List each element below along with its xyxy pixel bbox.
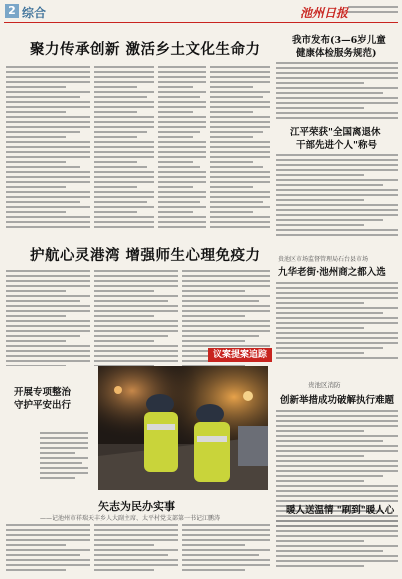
article-teacher-body xyxy=(6,524,90,574)
kicker-elderly: 贵池区市场监督管理局石台县市场 xyxy=(278,256,369,263)
headline-policing: 创新举措成功破解执行难题 xyxy=(280,395,395,406)
article-teacher-body-col2 xyxy=(94,524,178,574)
headline-teacher: 矢志为民办实事 xyxy=(98,500,175,513)
masthead-rule xyxy=(4,22,398,23)
headline-immunity: 护航心灵港湾 增强师生心理免疫力 xyxy=(30,247,261,264)
article-culture-body-col4 xyxy=(210,66,270,232)
article-immunity-body xyxy=(6,270,90,366)
headline-rectify-1: 开展专项整治 xyxy=(14,387,72,398)
paper-name: 池州日报 xyxy=(300,6,349,20)
article-guide-body xyxy=(276,62,398,120)
headline-elderly: 九华老街·池州商之都入选 xyxy=(278,267,386,278)
article-elderly-body xyxy=(276,282,398,362)
kicker-policing: 贵池区消防 xyxy=(308,381,341,389)
masthead-info xyxy=(348,6,398,18)
headline-clothes: 暖人送温情 "刷到"暖人心 xyxy=(286,505,395,516)
subhead-teacher: ——记池州市祥瑞天丰乡人大副主席、太平村党支部第一书记江鹏涛 xyxy=(40,515,221,522)
headline-guide-2: 健康体检服务规范) xyxy=(296,48,377,59)
headline-culture: 聚力传承创新 激活乡土文化生命力 xyxy=(30,41,261,58)
masthead xyxy=(0,0,402,22)
page-number-badge: 2 xyxy=(5,4,19,18)
article-culture-body-col3 xyxy=(158,66,206,232)
article-immunity-body-col2 xyxy=(94,270,178,366)
article-veterans-body xyxy=(276,154,398,240)
article-culture-body xyxy=(6,66,90,232)
police-night-photo xyxy=(98,366,268,490)
proposal-tracking-box: 议案提案追踪 xyxy=(208,348,272,362)
article-teacher-body-col3 xyxy=(182,524,270,574)
article-clothes-body xyxy=(276,520,398,574)
headline-veterans-2: 干部先进个人"称号 xyxy=(296,140,377,151)
headline-guide-1: 我市发布(3—6岁儿童 xyxy=(292,35,386,46)
section-label: 综合 xyxy=(22,6,47,20)
article-culture-body-col2 xyxy=(94,66,154,232)
headline-rectify-2: 守护平安出行 xyxy=(14,400,72,411)
headline-veterans-1: 江平荣获"全国离退休 xyxy=(290,127,381,138)
article-rectify-body xyxy=(40,432,88,482)
